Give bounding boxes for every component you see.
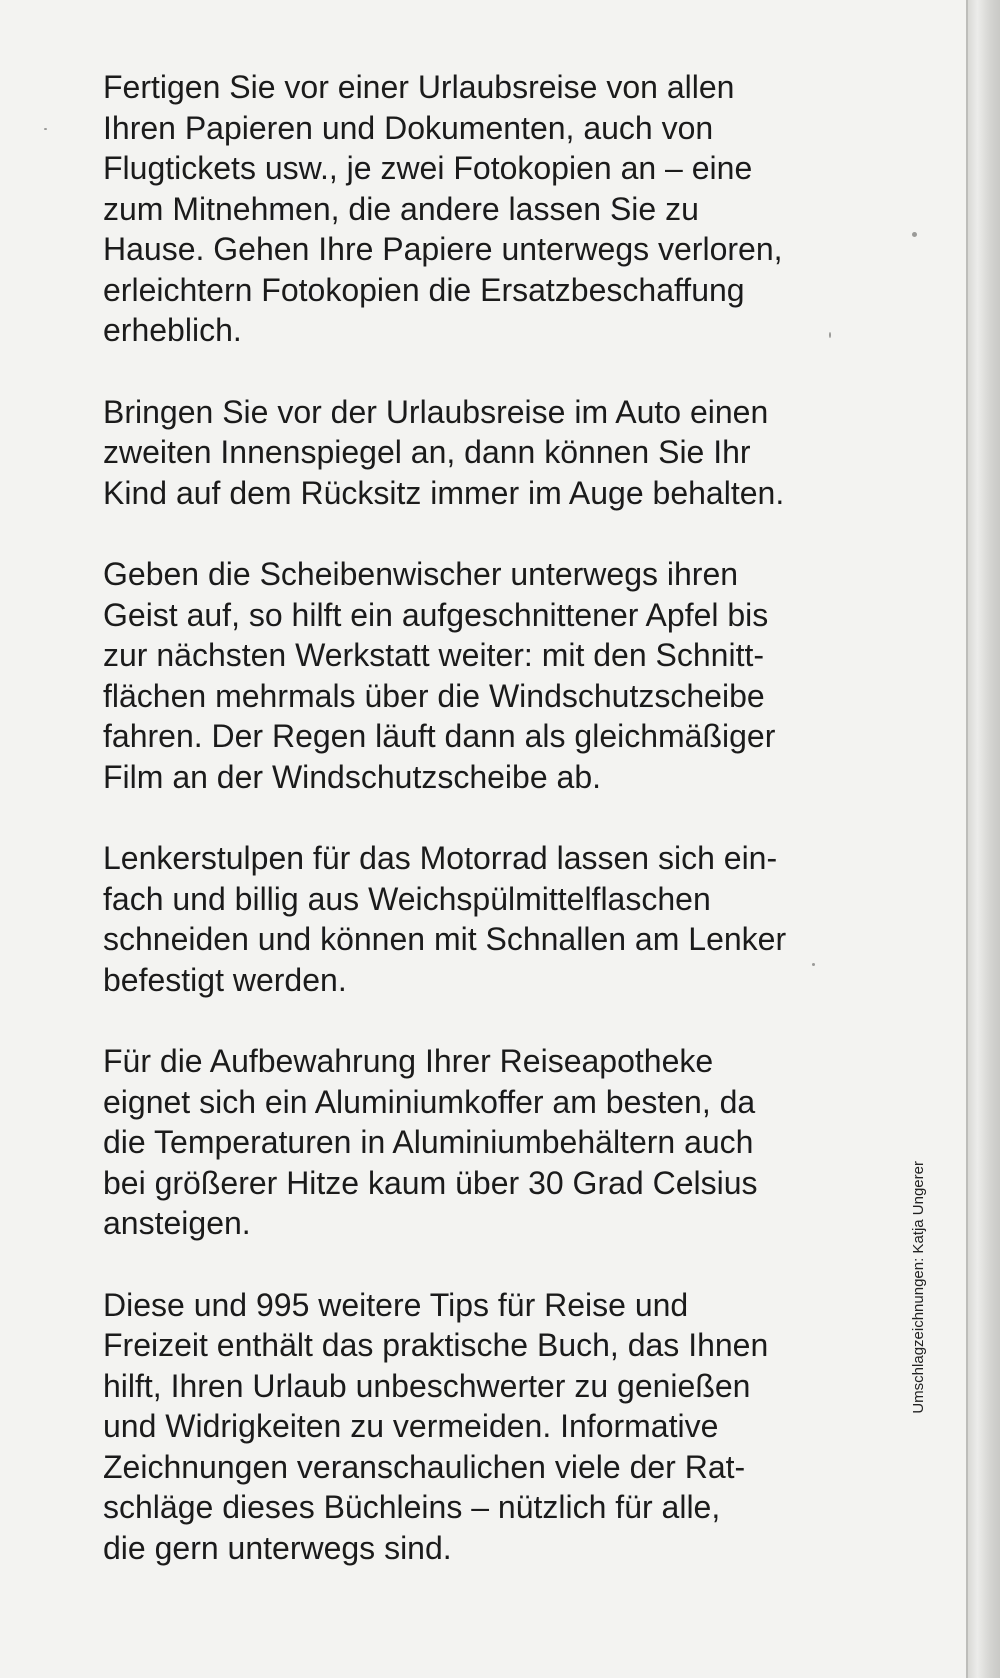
text-line: befestigt werden. <box>103 961 347 998</box>
text-line: schneiden und können mit Schnallen am Lenker <box>103 921 787 957</box>
blurb-text <box>103 67 863 1609</box>
book-spine <box>968 0 1000 1678</box>
paragraph-mirror <box>103 392 863 514</box>
text-line: fach und billig aus Weichspülmittelflaschen <box>103 880 711 917</box>
paragraph-summary <box>103 1285 863 1569</box>
text-line: Bringen Sie vor der Urlaubsreise im Auto einen <box>103 393 769 430</box>
paragraph-handlebar <box>103 838 863 1000</box>
text-line: hilft, Ihren Urlaub unbeschwerter zu genießen <box>103 1367 751 1404</box>
illustration-credit <box>908 1161 930 1481</box>
text-line: Kind auf dem Rücksitz immer im Auge behalten. <box>103 474 785 511</box>
text-line: ansteigen. <box>103 1205 251 1241</box>
text-line: die Temperaturen in Aluminiumbehältern auch <box>103 1124 754 1160</box>
text-line: Für die Aufbewahrung Ihrer Reiseapotheke <box>103 1043 714 1079</box>
text-line: zum Mitnehmen, die andere lassen Sie zu <box>103 190 699 227</box>
text-line: Geist auf, so hilft ein aufgeschnittener Apfel bis <box>103 596 769 633</box>
paragraph-first-aid <box>103 1041 863 1244</box>
text-line: zweiten Innenspiegel an, dann können Sie Ihr <box>103 434 751 470</box>
text-line: Fertigen Sie vor einer Urlaubsreise von allen <box>103 69 735 105</box>
text-line: Lenkerstulpen für das Motorrad lassen sich ein- <box>103 840 778 876</box>
text-line: Film an der Windschutzscheibe ab. <box>103 758 601 795</box>
text-line: Zeichnungen veranschaulichen viele der Rat- <box>103 1448 746 1485</box>
text-line: flächen mehrmals über die Windschutzscheibe <box>103 677 765 714</box>
text-line: bei größerer Hitze kaum über 30 Grad Celsius <box>103 1164 758 1201</box>
text-line: Flugtickets usw., je zwei Fotokopien an – eine <box>103 150 753 186</box>
text-line: Freizeit enthält das praktische Buch, das Ihnen <box>103 1327 769 1363</box>
text-line: eignet sich ein Aluminiumkoffer am besten, da <box>103 1083 756 1120</box>
paper-speck <box>812 963 815 966</box>
credit-text: Umschlagzeichnungen: Katja Ungerer <box>910 1161 927 1414</box>
text-line: erheblich. <box>103 312 242 348</box>
text-line: und Widrigkeiten zu vermeiden. Informative <box>103 1408 719 1444</box>
text-line: fahren. Der Regen läuft dann als gleichmäßiger <box>103 718 776 754</box>
text-line: Ihren Papieren und Dokumenten, auch von <box>103 109 714 146</box>
text-line: Hause. Gehen Ihre Papiere unterwegs verloren, <box>103 231 783 267</box>
paragraph-photocopies <box>103 67 863 351</box>
text-line: die gern unterwegs sind. <box>103 1529 452 1566</box>
text-line: Diese und 995 weitere Tips für Reise und <box>103 1286 689 1323</box>
text-line: Geben die Scheibenwischer unterwegs ihren <box>103 556 739 592</box>
paper-speck <box>44 128 47 130</box>
text-line: schläge dieses Büchleins – nützlich für alle, <box>103 1489 721 1525</box>
text-line: zur nächsten Werkstatt weiter: mit den Schnitt- <box>103 637 764 673</box>
text-line: erleichtern Fotokopien die Ersatzbeschaffung <box>103 271 745 308</box>
paper-speck <box>829 332 831 338</box>
paper-speck <box>912 232 917 237</box>
paragraph-wipers <box>103 554 863 797</box>
